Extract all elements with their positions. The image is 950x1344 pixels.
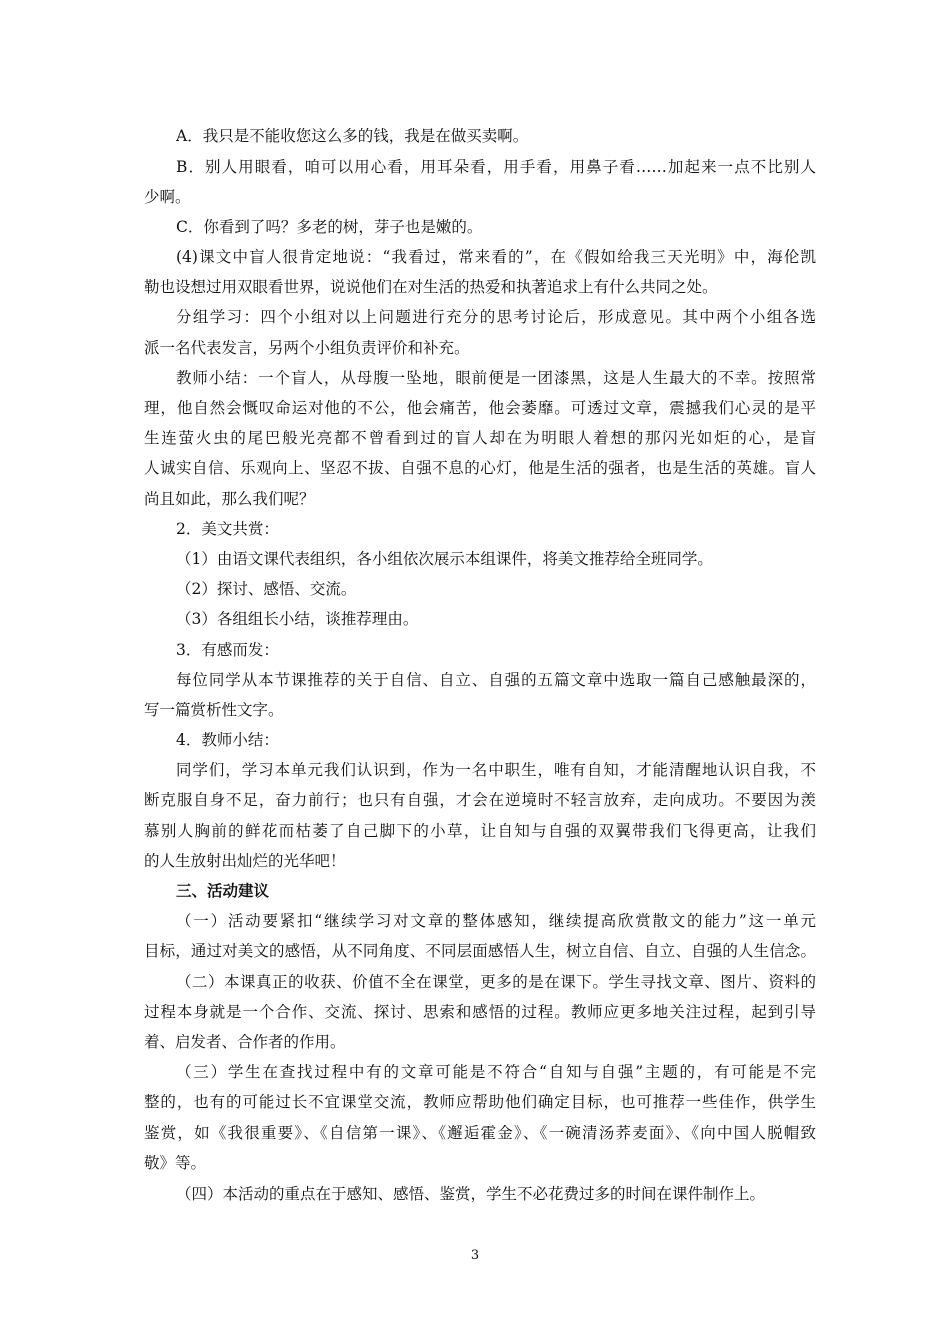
item-2: （2）探讨、感悟、交流。 [176, 580, 357, 598]
section-3-text: 每位同学从本节课推荐的关于自信、自立、自强的五篇文章中选取一篇自己感触最深的， [176, 671, 816, 689]
question-4-cont: 勒也设想过用双眼看世界，说说他们在对生活的热爱和执著追求上有什么共同之处。 [144, 278, 718, 296]
section-4-text-line3: 慕别人胸前的鲜花而枯萎了自己脚下的小草，让自知与自强的双翼带我们飞得更高，让我们 [144, 822, 816, 840]
teacher-summary-line4: 人诚实自信、乐观向上、坚忍不拔、自强不息的心灯，他是生活的强者，也是生活的英雄。盲人 [144, 459, 816, 477]
suggestion-2: （二）本课真正的收获、价值不全在课堂，更多的是在课下。学生寻找文章、图片、资料的 [176, 973, 816, 991]
question-4: (4)课文中盲人很肯定地说：“我看过，常来看的”，在《假如给我三天光明》中，海伦凯 [176, 248, 816, 266]
option-b-cont: 少啊。 [144, 188, 191, 206]
item-3: （3）各组组长小结，谈推荐理由。 [176, 610, 419, 628]
teacher-summary-line2: 理，他自然会慨叹命运对他的不公，他会痛苦，他会萎靡。可透过文章，震撼我们心灵的是平 [144, 399, 816, 417]
group-study: 分组学习：四个小组对以上问题进行充分的思考讨论后，形成意见。其中两个小组各选 [176, 308, 816, 326]
option-c: C．你看到了吗？多老的树，芽子也是嫩的。 [176, 218, 483, 236]
teacher-summary-line3: 生连萤火虫的尾巴般光亮都不曾看到过的盲人却在为明眼人着想的那闪光如炬的心，是盲 [144, 429, 816, 447]
option-b: B．别人用眼看，咱可以用心看，用耳朵看，用手看，用鼻子看……加起来一点不比别人 [176, 158, 816, 176]
teacher-summary: 教师小结：一个盲人，从母腹一坠地，眼前便是一团漆黑，这是人生最大的不幸。按照常 [176, 369, 816, 387]
suggestion-1-cont: 目标，通过对美文的感悟，从不同角度、不同层面感悟人生，树立自信、自立、自强的人生信念。 [144, 942, 816, 960]
item-1: （1）由语文课代表组织，各小组依次展示本组课件，将美文推荐给全班同学。 [176, 550, 713, 568]
suggestion-2-line2: 过程本身就是一个合作、交流、探讨、思索和感悟的过程。教师应更多地关注过程，起到引导 [144, 1003, 816, 1021]
section-3-text-cont: 写一篇赏析性文字。 [144, 701, 284, 719]
section-4-text-line4: 的人生放射出灿烂的光华吧！ [144, 852, 346, 870]
suggestion-2-line3: 着、启发者、合作者的作用。 [144, 1033, 346, 1051]
group-study-cont: 派一名代表发言，另两个小组负责评价和补充。 [144, 339, 470, 357]
teacher-summary-line5: 尚且如此，那么我们呢？ [144, 490, 315, 508]
suggestion-3-line3: 鉴赏，如《我很重要》、《自信第一课》、《邂逅霍金》、《一碗清汤荞麦面》、《向中国人脱帽致 [144, 1124, 816, 1142]
section-4-text: 同学们，学习本单元我们认识到，作为一名中职生，唯有自知，才能清醒地认识自我，不 [176, 761, 816, 779]
page-number: 3 [470, 1248, 480, 1263]
section-3-heading: 3．有感而发： [176, 641, 279, 659]
suggestion-3: （三）学生在查找过程中有的文章可能是不符合“自知与自强”主题的，有可能是不完 [176, 1063, 816, 1081]
section-2-heading: 2．美文共赏： [176, 520, 279, 538]
suggestion-4: （四）本活动的重点在于感知、感悟、鉴赏，学生不必花费过多的时间在课件制作上。 [176, 1185, 766, 1203]
suggestion-3-line4: 敬》等。 [144, 1154, 207, 1172]
section-4-heading: 4．教师小结： [176, 731, 279, 749]
suggestion-1: （一）活动要紧扣“继续学习对文章的整体感知，继续提高欣赏散文的能力”这一单元 [176, 912, 816, 930]
suggestion-3-line2: 整的，也有的可能过长不宜课堂交流，教师应帮助他们确定目标，也可推荐一些佳作，供学生 [144, 1093, 816, 1111]
section-4-text-line2: 断克服自身不足，奋力前行；也只有自强，才会在逆境时不轻言放弃，走向成功。不要因为羡 [144, 791, 816, 809]
option-a: A．我只是不能收您这么多的钱，我是在做买卖啊。 [176, 127, 529, 145]
activity-suggestions-heading: 三、活动建议 [176, 881, 270, 900]
